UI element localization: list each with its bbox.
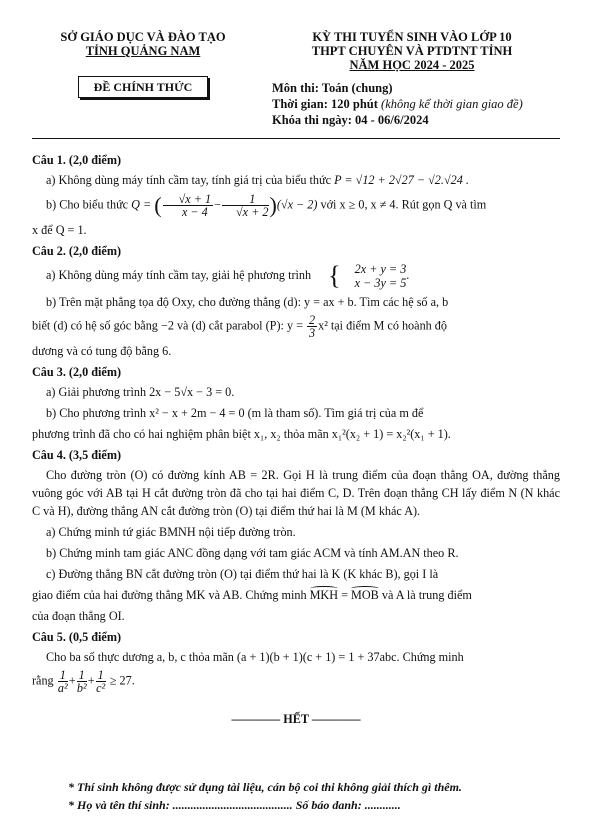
question-1b: b) Cho biểu thức Q = ( $\frac{√x + 1}{x - 4}$ − $\frac{1}{√x + 2}$ )(√x − 2) với x ≥ 0, x ≠ 4. Rút gọn Q và tìm bbox=[46, 192, 487, 219]
question-4c-line1: c) Đường thẳng BN cắt đường tròn (O) tại điểm thứ hai là K (K khác B), gọi I là bbox=[46, 567, 439, 581]
province-name: TỈNH QUẢNG NAM bbox=[85, 44, 201, 58]
question-1-title: Câu 1. (2,0 điểm) bbox=[32, 153, 122, 167]
subject-line: Môn thi: Toán (chung) bbox=[272, 81, 393, 95]
fraction-inv-b: $\frac{1}{\text{b²}}$ bbox=[76, 668, 87, 695]
department-name: SỞ GIÁO DỤC VÀ ĐÀO TẠO bbox=[60, 30, 226, 44]
question-4a: a) Chứng minh tứ giác BMNH nội tiếp đường tròn. bbox=[46, 525, 296, 539]
end-mark: ———— HẾT ———— bbox=[231, 712, 361, 726]
header-left bbox=[38, 30, 248, 58]
question-5-line1: Cho ba số thực dương a, b, c thỏa mãn (a + 1)(b + 1)(c + 1) = 1 + 37abc. Chứng minh bbox=[46, 650, 464, 664]
fraction-1: $\frac{√x + 1}{x - 4}$ bbox=[163, 193, 214, 218]
exam-body bbox=[32, 149, 560, 728]
question-2a: a) Không dùng máy tính cầm tay, giải hệ phương trình { 2x + y = 3 x − 3y = 5 . bbox=[46, 261, 410, 290]
question-4c-line3: của đoạn thẳng OI. bbox=[32, 609, 125, 623]
footer-notes bbox=[68, 778, 462, 814]
time-line: Thời gian: 120 phút (không kể thời gian giao đề) bbox=[272, 97, 523, 111]
question-2b-line2: biết (d) có hệ số góc bằng −2 và (d) cắt parabol (P): y = $\frac{2}{3}$ x² tại điểm M có hoành độ bbox=[32, 313, 447, 340]
exam-title: KỲ THI TUYỂN SINH VÀO LỚP 10 bbox=[312, 30, 512, 44]
question-2b-line3: dương và có tung độ bằng 6. bbox=[32, 344, 172, 358]
school-year: NĂM HỌC 2024 - 2025 bbox=[349, 58, 475, 72]
fraction-2: $\frac{1}{√x + 2}$ bbox=[222, 193, 269, 218]
exam-school: THPT CHUYÊN VÀ PTDTNT TỈNH bbox=[311, 44, 513, 58]
exam-meta bbox=[272, 80, 523, 128]
header-divider bbox=[32, 138, 560, 139]
question-5-title: Câu 5. (0,5 điểm) bbox=[32, 630, 122, 644]
question-5-line2: rằng $\frac{1}{\text{a²}}$ + $\frac{1}{\text{b²}}$ + $\frac{1}{\text{c²}}$ ≥ 27. bbox=[32, 668, 135, 695]
fraction-inv-c: $\frac{1}{\text{c²}}$ bbox=[96, 668, 106, 695]
question-4c-line2: giao điểm của hai đường thẳng MK và AB. Chứng minh MKH = MOB và A là trung điểm bbox=[32, 588, 472, 602]
p-expression: P = √12 + 2√27 − √2.√24 . bbox=[334, 173, 469, 187]
official-exam-badge: ĐỀ CHÍNH THỨC bbox=[78, 76, 208, 98]
question-3-title: Câu 3. (2,0 điểm) bbox=[32, 365, 122, 379]
time-note: (không kể thời gian giao đề) bbox=[381, 97, 523, 111]
question-1a: a) Không dùng máy tính cầm tay, tính giá trị của biểu thức P = √12 + 2√27 − √2.√24 . bbox=[46, 173, 469, 187]
question-4-title: Câu 4. (3,5 điểm) bbox=[32, 448, 122, 462]
question-1b-tail: x để Q = 1. bbox=[32, 223, 87, 237]
note-materials: * Thí sinh không được sử dụng tài liệu, cán bộ coi thi không giải thích gì thêm. bbox=[68, 780, 462, 794]
arc-mkh: MKH bbox=[309, 588, 339, 602]
question-3b-line1: b) Cho phương trình x² − x + 2m − 4 = 0 (m là tham số). Tìm giá trị của m để bbox=[46, 406, 424, 420]
question-4-intro: Cho đường tròn (O) có đường kính AB = 2R. Gọi H là trung điểm của đoạn thẳng OA, đường thẳng vuông góc với AB tại H cắt đường tròn đã cho tại hai điểm C, D. Trên đoạn thẳng CH lấy điểm N (N khác C và H), đường thẳng AN cắt đường tròn (O) tại điểm thứ hai là M (M khác A). bbox=[32, 468, 560, 518]
question-2b-line1: b) Trên mặt phẳng tọa độ Oxy, cho đường thẳng (d): y = ax + b. Tìm các hệ số a, b bbox=[46, 295, 449, 309]
question-3b-line2: phương trình đã cho có hai nghiệm phân biệt x₁, x₂ thỏa mãn x₁²(x₂ + 1) = x₂²(x₁ + 1). bbox=[32, 427, 451, 441]
question-3a: a) Giải phương trình 2x − 5√x − 3 = 0. bbox=[46, 385, 235, 399]
question-4b: b) Chứng minh tam giác ANC đồng dạng với tam giác ACM và tính AM.AN theo R. bbox=[46, 546, 459, 560]
note-candidate: * Họ và tên thí sinh: ........................................ Số báo danh: ............ bbox=[68, 798, 401, 812]
arc-mob: MOB bbox=[351, 588, 379, 602]
fraction-inv-a: $\frac{1}{\text{a²}}$ bbox=[57, 668, 68, 695]
session-line: Khóa thi ngày: 04 - 06/6/2024 bbox=[272, 113, 429, 127]
header-right bbox=[262, 30, 562, 72]
fraction-two-thirds: $\frac{2}{3}$ bbox=[309, 313, 316, 340]
equation-system: 2x + y = 3 x − 3y = 5 bbox=[354, 262, 407, 290]
question-2-title: Câu 2. (2,0 điểm) bbox=[32, 244, 122, 258]
